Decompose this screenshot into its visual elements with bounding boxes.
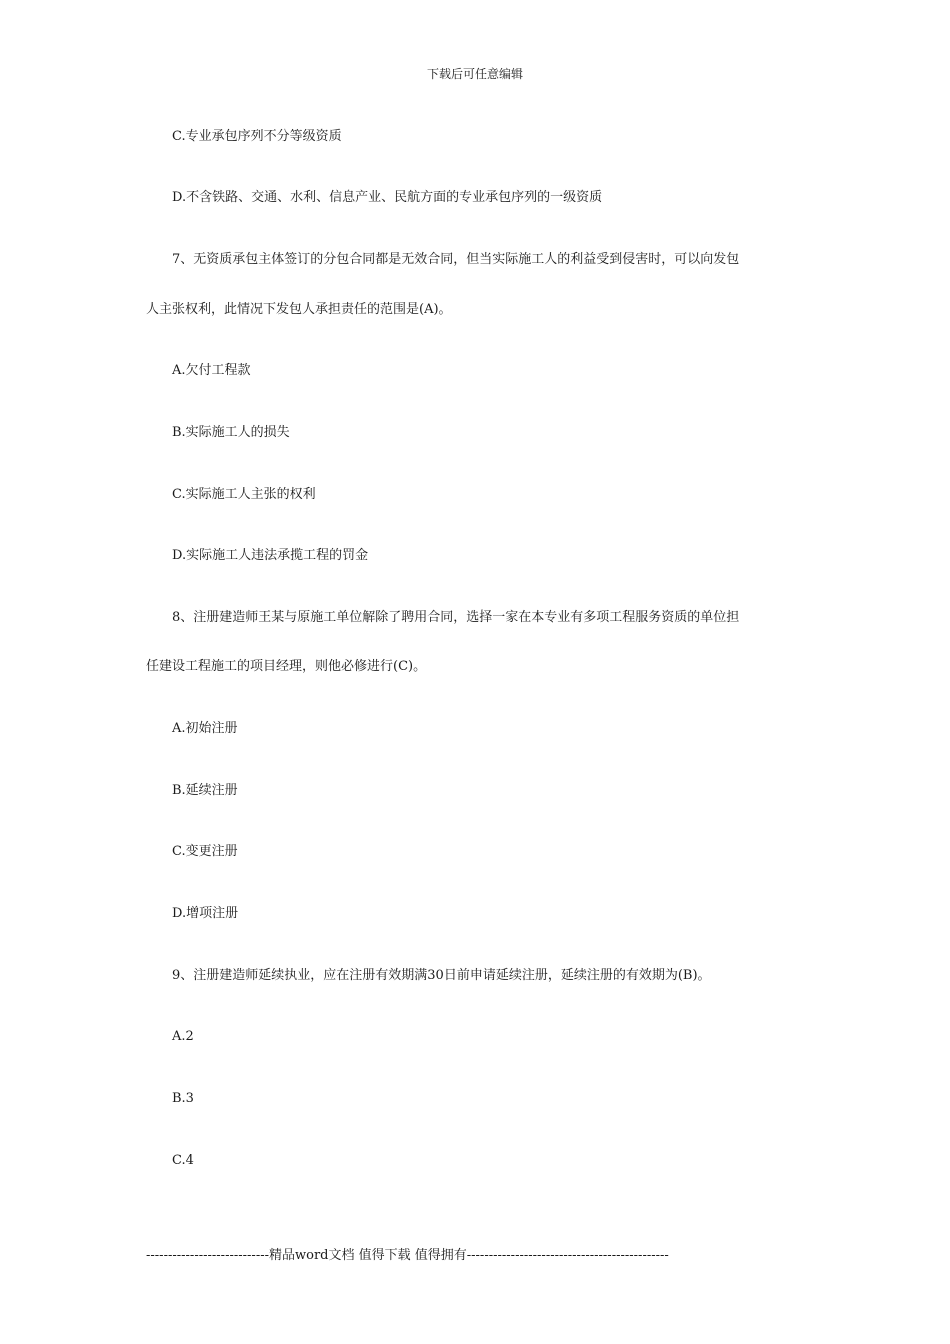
- option-b-q8: B.延续注册: [172, 783, 238, 798]
- option-c-q6: C.专业承包序列不分等级资质: [172, 129, 342, 144]
- option-c-q7: C.实际施工人主张的权利: [172, 487, 316, 502]
- option-d-q6: D.不含铁路、交通、水利、信息产业、民航方面的专业承包序列的一级资质: [172, 190, 603, 205]
- option-d-q8: D.增项注册: [172, 906, 239, 921]
- question-7-line-2: 人主张权利，此情况下发包人承担责任的范围是(A)。: [146, 302, 452, 317]
- page-header: 下载后可任意编辑: [426, 67, 523, 81]
- question-8-line-1: 8、注册建造师王某与原施工单位解除了聘用合同，选择一家在本专业有多项工程服务资质的单位担: [172, 610, 740, 625]
- option-a-q8: A.初始注册: [172, 721, 238, 736]
- option-c-q8: C.变更注册: [172, 844, 238, 859]
- option-a-q9: A.2: [172, 1029, 194, 1044]
- option-a-q7: A.欠付工程款: [172, 363, 251, 378]
- option-d-q7: D.实际施工人违法承揽工程的罚金: [172, 548, 369, 563]
- question-9: 9、注册建造师延续执业，应在注册有效期满30日前申请延续注册，延续注册的有效期为(B)。: [172, 968, 711, 983]
- page-footer: ----------------------------精品word文档 值得下载 值得拥有----------------------------------------------: [146, 1248, 669, 1263]
- question-8-line-2: 任建设工程施工的项目经理，则他必修进行(C)。: [146, 659, 427, 674]
- option-b-q7: B.实际施工人的损失: [172, 425, 290, 440]
- option-c-q9: C.4: [172, 1153, 194, 1168]
- option-b-q9: B.3: [172, 1091, 194, 1106]
- question-7-line-1: 7、无资质承包主体签订的分包合同都是无效合同，但当实际施工人的利益受到侵害时，可以向发包: [172, 252, 740, 267]
